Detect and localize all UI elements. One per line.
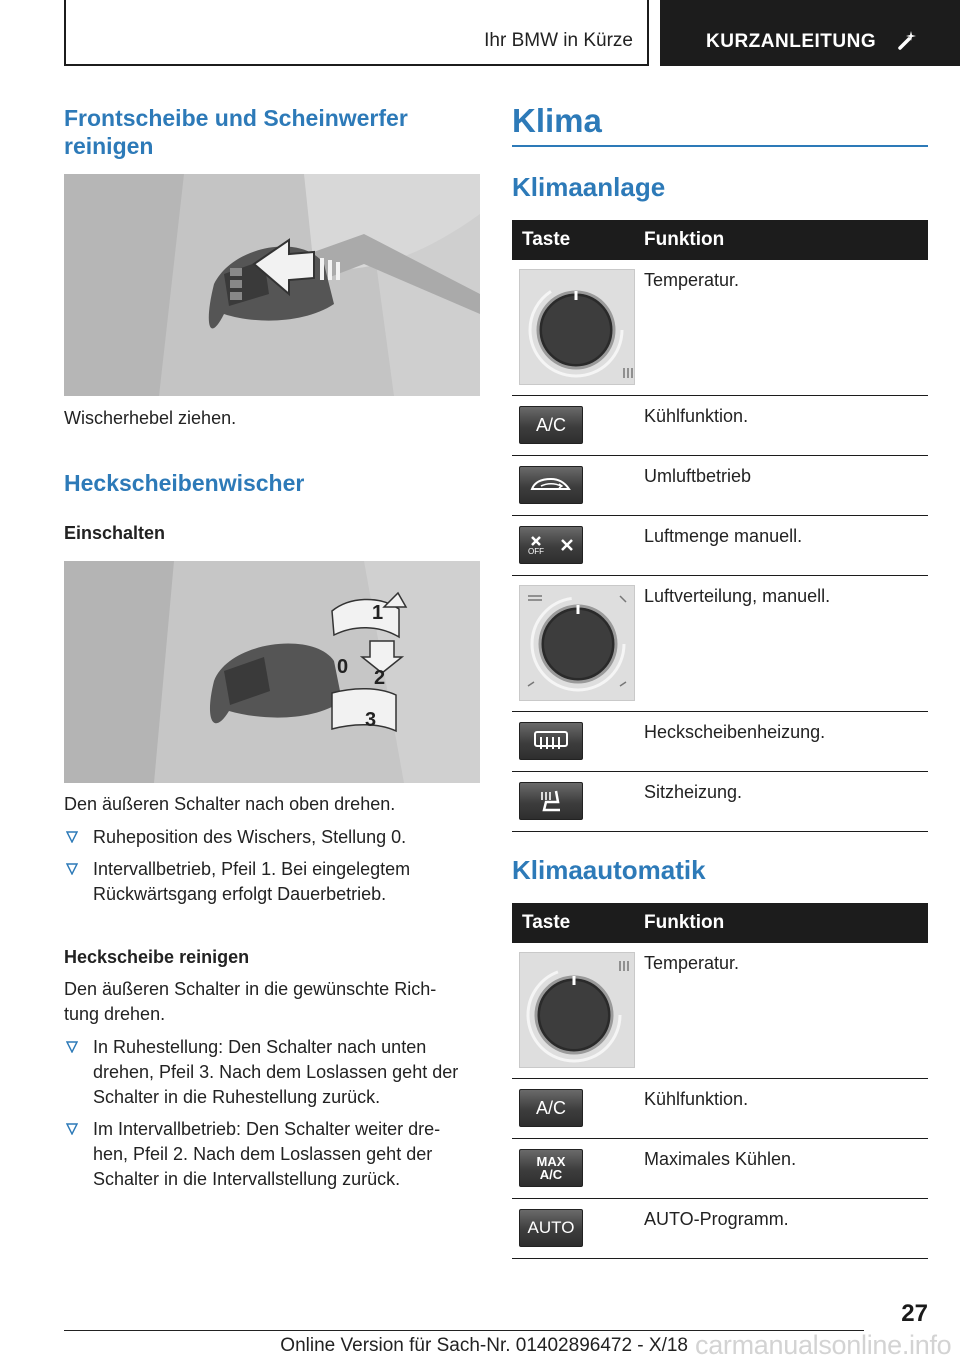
column-header-function: Funktion bbox=[644, 912, 725, 933]
key-label: MAX bbox=[536, 1154, 566, 1169]
heading-rear-wiper: Heckscheibenwischer bbox=[64, 470, 305, 496]
photo1-caption: Wischerhebel ziehen. bbox=[64, 408, 237, 428]
footer-online-version: Online Version für Sach-Nr. 01402896472 - X/18 bbox=[280, 1335, 688, 1356]
wiper-position-label: 0 bbox=[337, 656, 349, 678]
heading-klimaanlage: Klimaanlage bbox=[512, 172, 666, 202]
fan-speed-button-icon bbox=[519, 526, 583, 564]
table-row bbox=[512, 396, 928, 456]
function-text: AUTO-Programm. bbox=[644, 1209, 789, 1229]
wiper-position-label: 3 bbox=[365, 709, 377, 731]
function-text: Heckscheibenheizung. bbox=[644, 722, 826, 742]
table-row bbox=[512, 943, 928, 1079]
header-section-title: Ihr BMW in Kürze bbox=[484, 30, 633, 51]
wiper-position-label: 1 bbox=[372, 602, 384, 624]
temperature-dial-icon bbox=[519, 952, 635, 1068]
key-label: A/C bbox=[535, 414, 566, 435]
max-ac-button-icon bbox=[519, 1149, 583, 1187]
seat-heating-button-icon bbox=[519, 782, 583, 820]
temperature-dial-icon bbox=[519, 269, 635, 385]
subheading-switch-on: Einschalten bbox=[64, 523, 166, 543]
function-text: Umluftbetrieb bbox=[644, 466, 752, 486]
function-text: Temperatur. bbox=[644, 953, 740, 973]
list-item bbox=[64, 1117, 474, 1192]
function-text: Luftmenge manuell. bbox=[644, 526, 803, 546]
key-label: A/C bbox=[539, 1167, 563, 1182]
table-row bbox=[512, 576, 928, 712]
header-chapter-title: KURZANLEITUNG bbox=[706, 31, 877, 52]
ac-button-icon bbox=[519, 1089, 583, 1127]
column-header-key: Taste bbox=[522, 229, 571, 250]
wiper-position-label: 2 bbox=[374, 667, 386, 689]
header-section-box bbox=[64, 0, 649, 66]
recirculation-button-icon bbox=[519, 466, 583, 504]
table-header bbox=[512, 903, 928, 943]
bullet-text: In Ruhestellung: Den Schalter nach unten drehen, Pfeil 3. Nach dem Loslassen geht der Schalter in die Ruhestellung zurück. bbox=[93, 1037, 459, 1107]
page-number: 27 bbox=[901, 1300, 928, 1327]
function-text: Kühlfunktion. bbox=[644, 406, 749, 426]
table-row bbox=[512, 456, 928, 516]
table-header bbox=[512, 220, 928, 260]
function-text: Kühlfunktion. bbox=[644, 1089, 749, 1109]
heading-klima: Klima bbox=[512, 102, 602, 139]
list-item bbox=[64, 857, 464, 907]
wrench-spark-icon bbox=[896, 28, 920, 52]
list-item bbox=[64, 825, 484, 850]
bullet-text: Intervallbetrieb, Pfeil 1. Bei eingelegtem Rückwärtsgang erfolgt Dauerbetrieb. bbox=[93, 859, 411, 904]
bullet-text: Ruheposition des Wischers, Stellung 0. bbox=[93, 827, 407, 847]
rear-wiper-switch-photo bbox=[64, 561, 480, 783]
bullet-text: Im Intervallbetrieb: Den Schalter weiter dre- hen, Pfeil 2. Nach dem Loslassen geht der Schalter in die Intervallstellung zurück. bbox=[93, 1119, 441, 1189]
key-label: A/C bbox=[535, 1097, 566, 1118]
key-label: AUTO bbox=[527, 1218, 575, 1237]
header-chapter-box bbox=[660, 0, 960, 66]
clean-paragraph: Den äußeren Schalter in die gewünschte Rich- tung drehen. bbox=[64, 979, 437, 1024]
auto-button-icon bbox=[519, 1209, 583, 1247]
klimaanlage-table bbox=[512, 220, 928, 832]
table-row bbox=[512, 1199, 928, 1259]
subheading-rear-clean: Heckscheibe reinigen bbox=[64, 947, 250, 967]
wiper-lever-photo bbox=[64, 174, 480, 396]
air-distribution-dial-icon bbox=[519, 585, 635, 701]
triangle-bullet-icon bbox=[66, 1123, 78, 1135]
table-row bbox=[512, 516, 928, 576]
triangle-bullet-icon bbox=[66, 1041, 78, 1053]
photo2-caption: Den äußeren Schalter nach oben drehen. bbox=[64, 794, 396, 814]
table-row bbox=[512, 260, 928, 396]
function-text: Sitzheizung. bbox=[644, 782, 743, 802]
table-row bbox=[512, 1079, 928, 1139]
function-text: Temperatur. bbox=[644, 270, 740, 290]
triangle-bullet-icon bbox=[66, 863, 78, 875]
heading-windshield: Frontscheibe und Scheinwerfer reinigen bbox=[64, 105, 408, 159]
list-item bbox=[64, 1035, 484, 1110]
column-header-function: Funktion bbox=[644, 229, 725, 250]
heading-rule bbox=[512, 145, 928, 147]
column-header-key: Taste bbox=[522, 912, 571, 933]
table-row bbox=[512, 772, 928, 832]
rear-defrost-button-icon bbox=[519, 722, 583, 760]
heading-klimaautomatik: Klimaautomatik bbox=[512, 855, 706, 885]
key-label: OFF bbox=[528, 546, 544, 556]
watermark: carmanualsonline.info bbox=[695, 1330, 952, 1360]
function-text: Maximales Kühlen. bbox=[644, 1149, 797, 1169]
table-row bbox=[512, 1139, 928, 1199]
klimaautomatik-table bbox=[512, 903, 928, 1259]
table-row bbox=[512, 712, 928, 772]
ac-button-icon bbox=[519, 406, 583, 444]
function-text: Luftverteilung, manuell. bbox=[644, 586, 831, 606]
triangle-bullet-icon bbox=[66, 831, 78, 843]
